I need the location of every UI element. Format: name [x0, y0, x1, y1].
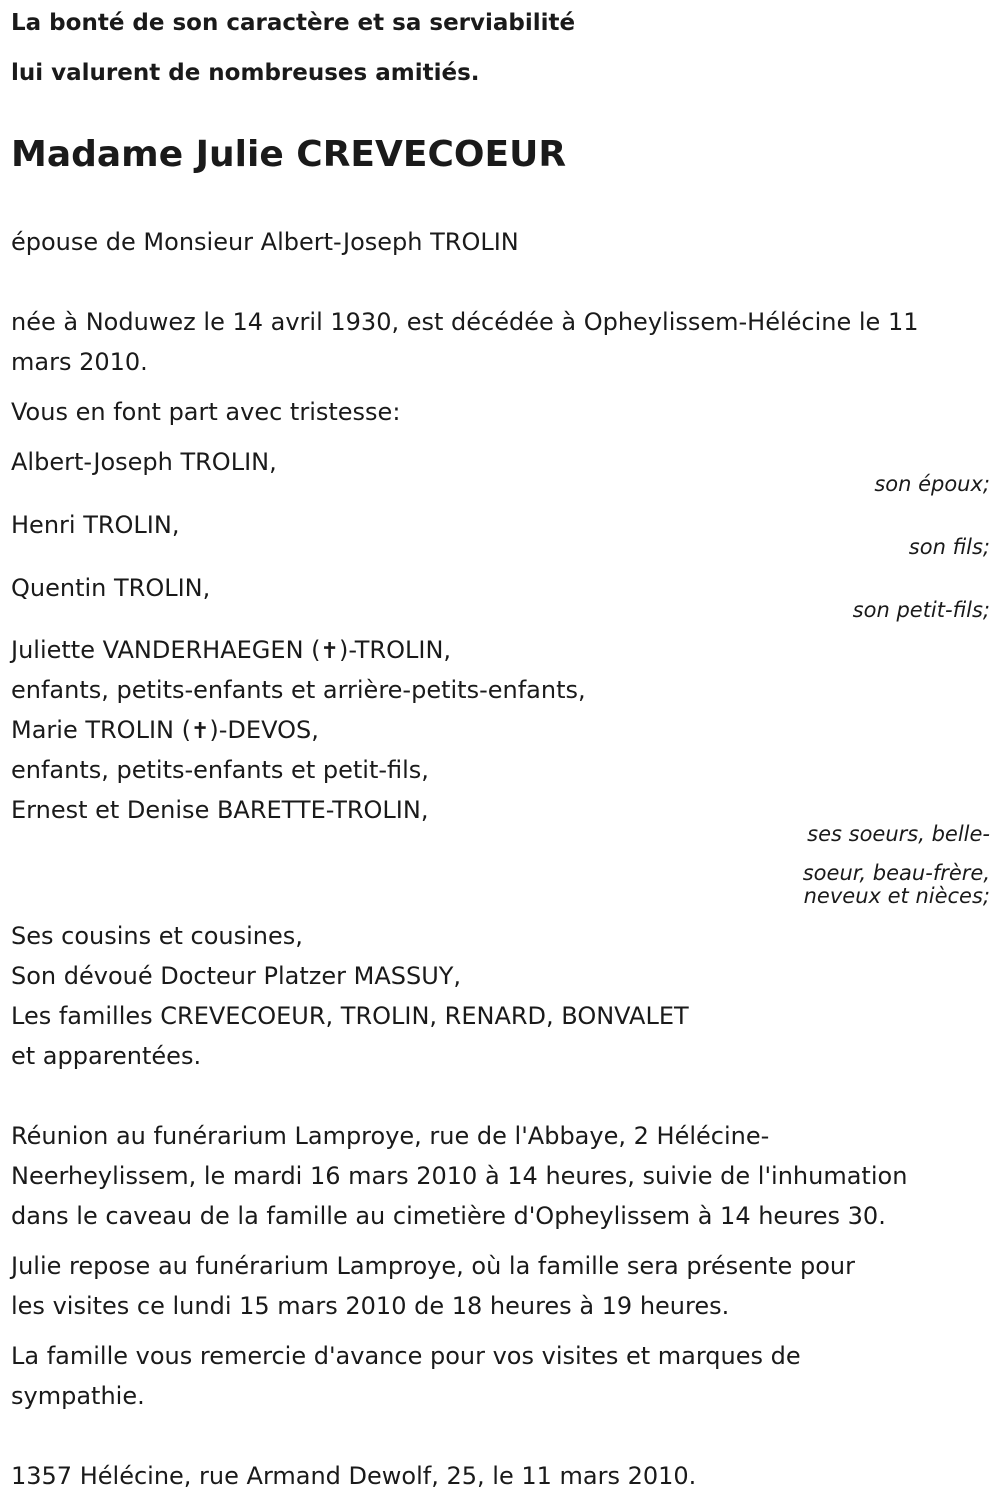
sibling-line-3-start: Marie TROLIN (: [11, 716, 191, 744]
cross-icon: ✝: [320, 639, 339, 664]
cross-icon: ✝: [190, 719, 210, 744]
mourner-relation: son fils;: [908, 535, 990, 559]
visit-line-2: les visites ce lundi 15 mars 2010 de 18 heures à 19 heures.: [11, 1292, 730, 1320]
page-title: Madame Julie CREVECOEUR: [11, 134, 567, 175]
address-line: 1357 Hélécine, rue Armand Dewolf, 25, le 11 mars 2010.: [11, 1462, 697, 1490]
mourner-name: Albert-Joseph TROLIN,: [11, 448, 277, 476]
sibling-line-1: [11, 636, 451, 664]
mourner-name: Quentin TROLIN,: [11, 574, 211, 602]
mourner-name: Henri TROLIN,: [11, 511, 180, 539]
thanks-line-1: La famille vous remercie d'avance pour vos visites et marques de: [11, 1342, 801, 1370]
reunion-line-2: Neerheylissem, le mardi 16 mars 2010 à 14 heures, suivie de l'inhumation: [11, 1162, 908, 1190]
birth-line-1: née à Noduwez le 14 avril 1930, est décédée à Opheylissem-Hélécine le 11: [11, 308, 919, 336]
sibling-relation-2: soeur, beau-frère,: [802, 861, 990, 885]
sibling-line-3: [11, 716, 319, 744]
others-line-4: et apparentées.: [11, 1042, 202, 1070]
intro-line-2: lui valurent de nombreuses amitiés.: [11, 60, 480, 86]
birth-line-2: mars 2010.: [11, 348, 148, 376]
sibling-line-4: enfants, petits-enfants et petit-fils,: [11, 756, 429, 784]
sibling-relation-1: ses soeurs, belle-: [807, 822, 990, 846]
sibling-relation-3: neveux et nièces;: [803, 884, 990, 908]
mourner-relation: son époux;: [874, 472, 990, 496]
sibling-line-2: enfants, petits-enfants et arrière-petits-enfants,: [11, 676, 586, 704]
reunion-line-3: dans le caveau de la famille au cimetière d'Opheylissem à 14 heures 30.: [11, 1202, 886, 1230]
visit-line-1: Julie repose au funérarium Lamproye, où la famille sera présente pour: [11, 1252, 855, 1280]
sibling-line-3-end: )-DEVOS,: [209, 716, 319, 744]
sibling-line-1-end: )-TROLIN,: [338, 636, 452, 664]
mourner-relation: son petit-fils;: [852, 598, 990, 622]
sibling-line-1-start: Juliette VANDERHAEGEN (: [11, 636, 321, 664]
thanks-line-2: sympathie.: [11, 1382, 145, 1410]
others-line-2: Son dévoué Docteur Platzer MASSUY,: [11, 962, 462, 990]
others-line-1: Ses cousins et cousines,: [11, 922, 303, 950]
sibling-line-5: Ernest et Denise BARETTE-TROLIN,: [11, 796, 429, 824]
spouse-line: épouse de Monsieur Albert-Joseph TROLIN: [11, 228, 519, 256]
announce-line: Vous en font part avec tristesse:: [11, 398, 401, 426]
intro-line-1: La bonté de son caractère et sa serviabilité: [11, 10, 576, 36]
others-line-3: Les familles CREVECOEUR, TROLIN, RENARD, BONVALET: [11, 1002, 689, 1030]
reunion-line-1: Réunion au funérarium Lamproye, rue de l'Abbaye, 2 Hélécine-: [11, 1122, 770, 1150]
